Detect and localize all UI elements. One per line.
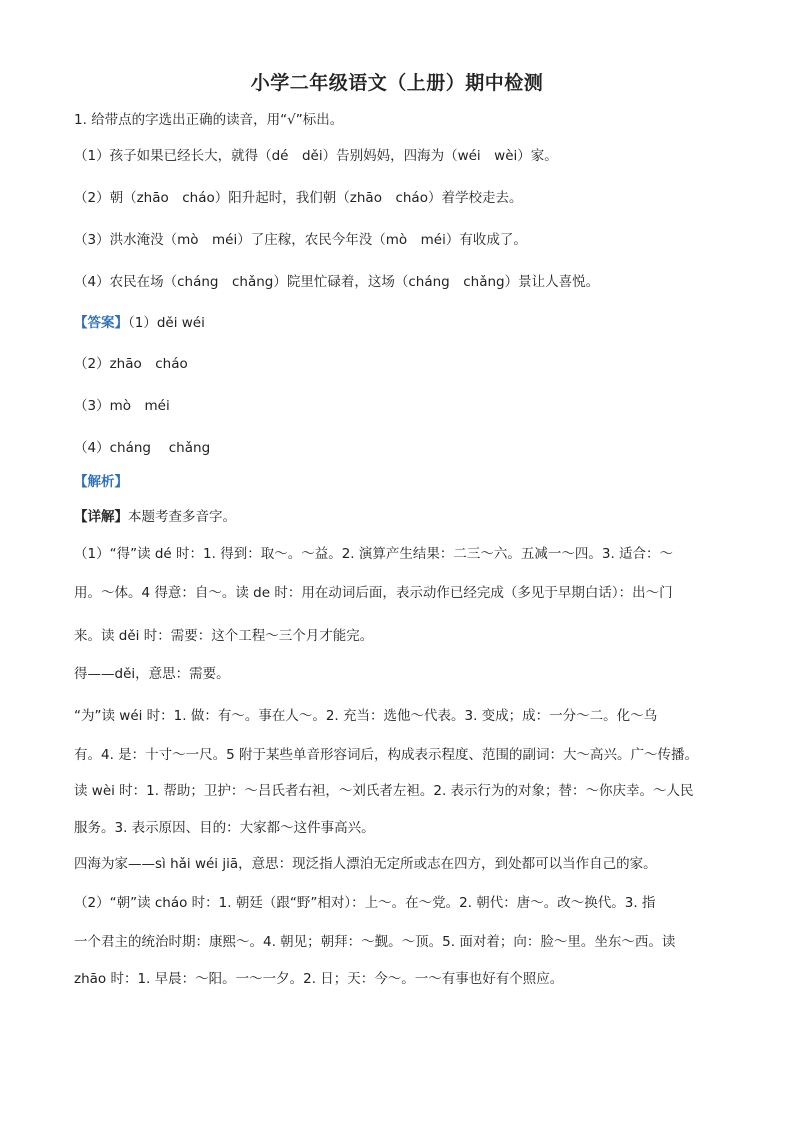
question-item-3: （3）洪水淹没（mò méi）了庄稼，农民今年没（mò méi）有收成了。 xyxy=(74,232,527,248)
detail-label: 【详解】 xyxy=(74,509,128,525)
analysis-heading xyxy=(74,473,128,491)
detail-line xyxy=(74,508,236,526)
answer-label: 【答案】 xyxy=(74,315,128,331)
analysis-line-8: 服务。3. 表示原因、目的：大家都～这件事高兴。 xyxy=(74,820,375,836)
page-title: 小学二年级语文（上册）期中检测 xyxy=(250,72,544,94)
answer-item-3: （3）mò méi xyxy=(74,398,170,414)
answer-item-2: （2）zhāo cháo xyxy=(74,356,188,372)
answer-line-1 xyxy=(74,314,205,332)
analysis-line-2: 用。～体。4 得意：自～。读 de 时：用在动词后面，表示动作已经完成（多见于早期白话）：出～门 xyxy=(74,585,673,601)
analysis-label: 【解析】 xyxy=(74,474,128,490)
analysis-line-1: （1）“得”读 dé 时：1. 得到：取～。～益。2. 演算产生结果：二三～六。五减一～四。3. 适合：～ xyxy=(74,546,674,562)
question-item-2: （2）朝（zhāo cháo）阳升起时，我们朝（zhāo cháo）着学校走去。 xyxy=(74,190,523,206)
analysis-line-12: zhāo 时：1. 早晨：～阳。一～一夕。2. 日；天：今～。一～有事也好有个照应。 xyxy=(74,971,564,987)
analysis-line-3: 来。读 děi 时：需要：这个工程～三个月才能完。 xyxy=(74,628,374,644)
detail-text: 本题考查多音字。 xyxy=(128,509,236,525)
analysis-line-5: “为”读 wéi 时：1. 做：有～。事在人～。2. 充当：选他～代表。3. 变成；成：一分～二。化～乌 xyxy=(74,708,658,724)
analysis-line-4: 得——děi，意思：需要。 xyxy=(74,666,230,682)
answer-item-4: （4）cháng chǎng xyxy=(74,440,211,456)
analysis-line-7: 读 wèi 时：1. 帮助；卫护：～吕氏者右袒，～刘氏者左袒。2. 表示行为的对象；替：～你庆幸。～人民 xyxy=(74,783,694,799)
answer-item-1: （1）děi wéi xyxy=(128,315,205,331)
analysis-line-11: 一个君主的统治时期：康熙～。4. 朝见；朝拜：～觐。～顶。5. 面对着；向：脸～里。坐东～西。读 xyxy=(74,934,676,950)
analysis-line-9: 四海为家——sì hǎi wéi jiā，意思：现泛指人漂泊无定所或志在四方，到处都可以当作自己的家。 xyxy=(74,856,657,872)
analysis-line-6: 有。4. 是：十寸～一尺。5 附于某些单音形容词后，构成表示程度、范围的副词：大～高兴。广～传播。 xyxy=(74,747,699,763)
question-stem: 1. 给带点的字选出正确的读音，用“√”标出。 xyxy=(74,112,344,128)
analysis-line-10: （2）“朝”读 cháo 时：1. 朝廷（跟“野”相对）：上～。在～党。2. 朝代：唐～。改～换代。3. 指 xyxy=(74,895,656,911)
question-item-4: （4）农民在场（cháng chǎng）院里忙碌着，这场（cháng chǎng）景让人喜悦。 xyxy=(74,274,600,290)
question-item-1: （1）孩子如果已经长大，就得（dé děi）告别妈妈，四海为（wéi wèi）家。 xyxy=(74,148,558,164)
